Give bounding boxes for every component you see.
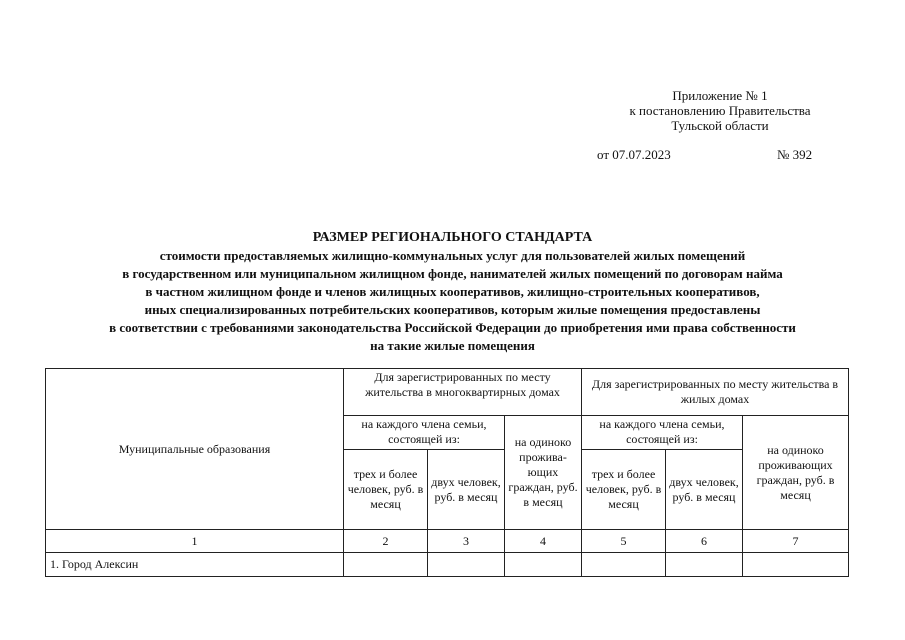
title-line: стоимости предоставляемых жилищно-коммунальных услуг для пользователей жилых помещений bbox=[159, 248, 746, 263]
table-cell bbox=[666, 553, 743, 577]
table-cell bbox=[428, 553, 505, 577]
column-number: 2 bbox=[344, 530, 428, 553]
title-line: иных специализированных потребительских кооперативов, которым жилые помещения предоставлены bbox=[144, 302, 761, 317]
table-cell bbox=[743, 553, 849, 577]
table-cell bbox=[505, 553, 582, 577]
document-date: от 07.07.2023 bbox=[597, 147, 671, 162]
title-line: в соответствии с требованиями законодательства Российской Федерации до приобретения ими права собственности bbox=[109, 320, 796, 335]
column-number: 6 bbox=[666, 530, 743, 553]
title-line: на такие жилые помещения bbox=[370, 338, 535, 353]
column-number: 5 bbox=[582, 530, 666, 553]
title-line: в частном жилищном фонде и членов жилищных кооперативов, жилищно-строительных кооперативов, bbox=[145, 284, 760, 299]
header-two-g2: двух человек, руб. в месяц bbox=[666, 450, 743, 530]
appendix-header bbox=[560, 88, 880, 133]
header-municipal: Муниципальные образования bbox=[46, 369, 344, 530]
title-line: в государственном или муниципальном жилищном фонде, нанимателей жилых помещений по договорам найма bbox=[122, 266, 783, 281]
table-row bbox=[46, 553, 849, 577]
header-group-houses: Для зарегистрированных по месту жительства в жилых домах bbox=[582, 369, 849, 416]
table-cell bbox=[344, 553, 428, 577]
header-per-member-g1: на каждого члена семьи, состоящей из: bbox=[344, 416, 505, 450]
appendix-line-1: Приложение № 1 bbox=[672, 88, 768, 103]
column-number: 7 bbox=[743, 530, 849, 553]
header-single-g2: на одиноко проживающих граждан, руб. в месяц bbox=[743, 416, 849, 530]
column-number: 3 bbox=[428, 530, 505, 553]
document-number: № 392 bbox=[777, 147, 813, 162]
column-number: 4 bbox=[505, 530, 582, 553]
appendix-line-3: Тульской области bbox=[671, 118, 769, 133]
header-three-plus-g2: трех и более человек, руб. в месяц bbox=[582, 450, 666, 530]
standard-table bbox=[45, 368, 849, 577]
table-cell bbox=[582, 553, 666, 577]
header-two-g1: двух человек, руб. в месяц bbox=[428, 450, 505, 530]
appendix-line-2: к постановлению Правительства bbox=[629, 103, 811, 118]
document-title bbox=[20, 229, 885, 355]
header-per-member-g2: на каждого члена семьи, состоящей из: bbox=[582, 416, 743, 450]
header-group-apartment-buildings: Для зарегистрированных по месту жительства в многоквартирных домах bbox=[344, 369, 582, 416]
column-number: 1 bbox=[46, 530, 344, 553]
header-three-plus-g1: трех и более человек, руб. в месяц bbox=[344, 450, 428, 530]
title-main: РАЗМЕР РЕГИОНАЛЬНОГО СТАНДАРТА bbox=[312, 230, 593, 245]
row-municipality-name: 1. Город Алексин bbox=[46, 553, 344, 577]
header-single-g1: на одиноко прожива-ющих граждан, руб. в месяц bbox=[505, 416, 582, 530]
